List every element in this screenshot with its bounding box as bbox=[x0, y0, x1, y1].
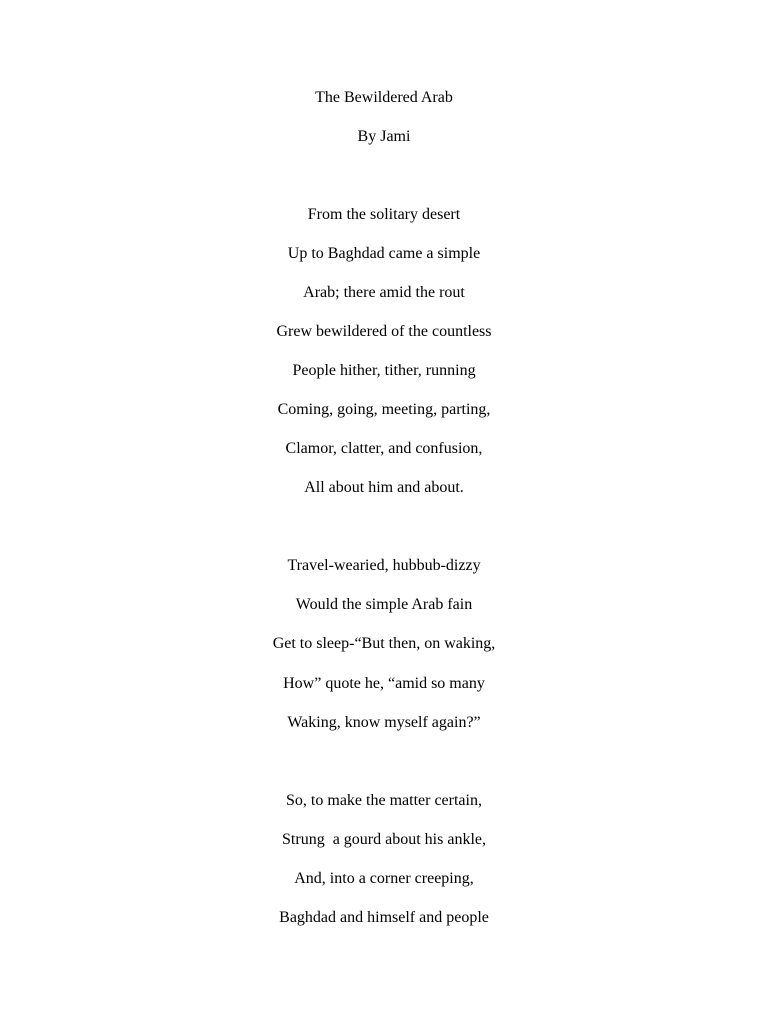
poem-line: So, to make the matter certain, bbox=[286, 792, 482, 809]
poem-line: How” quote he, “amid so many bbox=[283, 675, 485, 692]
poem-line: Waking, know myself again?” bbox=[287, 714, 481, 731]
poem-byline: By Jami bbox=[357, 128, 411, 145]
poem-line: And, into a corner creeping, bbox=[294, 870, 474, 887]
poem-line: Arab; there amid the rout bbox=[303, 284, 465, 301]
poem-line: Baghdad and himself and people bbox=[279, 909, 489, 926]
poem-title: The Bewildered Arab bbox=[315, 89, 453, 106]
poem-line: All about him and about. bbox=[304, 479, 464, 496]
poem-line: Up to Baghdad came a simple bbox=[287, 245, 481, 262]
poem-line: Clamor, clatter, and confusion, bbox=[285, 440, 483, 457]
poem-line: Coming, going, meeting, parting, bbox=[277, 401, 491, 418]
poem-line: Would the simple Arab fain bbox=[295, 596, 473, 613]
poem-line: People hither, tither, running bbox=[292, 362, 476, 379]
poem-line: Travel-wearied, hubbub-dizzy bbox=[287, 557, 481, 574]
poem-line: Grew bewildered of the countless bbox=[276, 323, 492, 340]
poem-line: Strung a gourd about his ankle, bbox=[282, 831, 486, 848]
poem-line: Get to sleep-“But then, on waking, bbox=[272, 635, 496, 652]
poem-line: From the solitary desert bbox=[307, 206, 461, 223]
